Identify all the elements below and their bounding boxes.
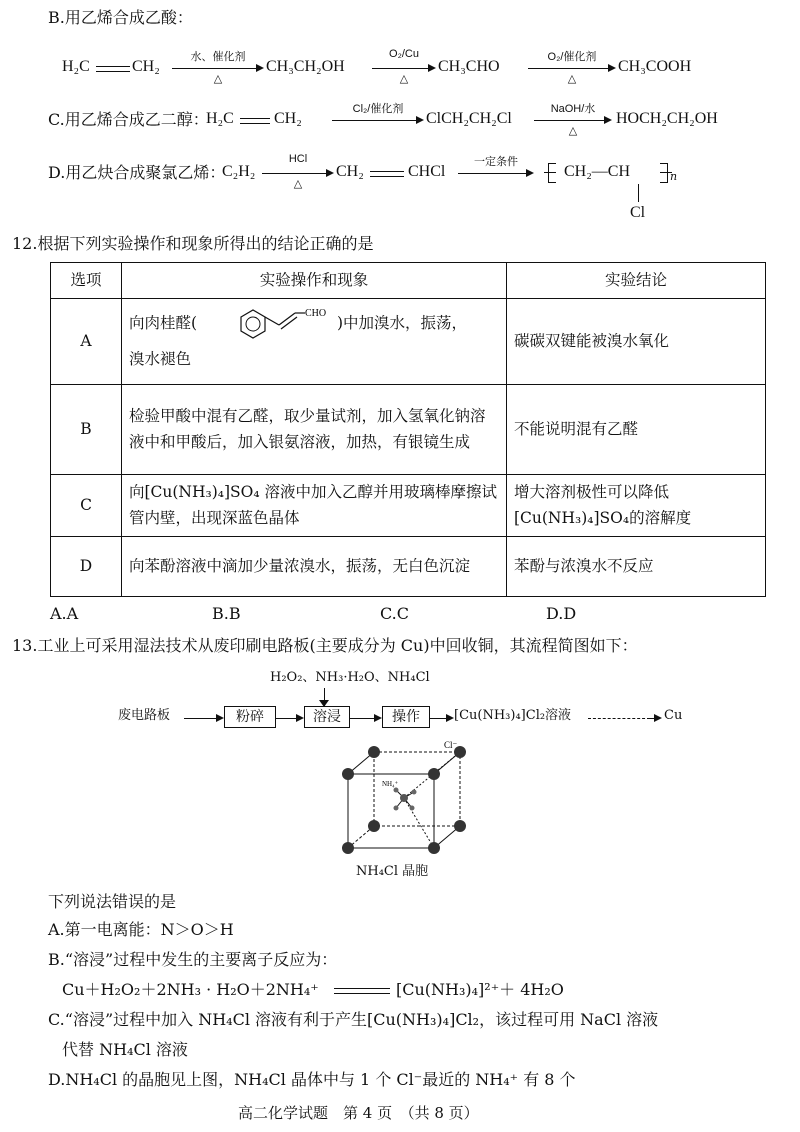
table-row <box>51 475 766 537</box>
row-b-option: B <box>51 385 122 475</box>
q12-choice-c: C.C <box>380 604 409 623</box>
cl-ion <box>342 768 354 780</box>
double-bond <box>240 118 270 124</box>
flow-box-crush: 粉碎 <box>224 706 276 728</box>
flow-arrow-3 <box>350 718 380 719</box>
q12-choice-b: B.B <box>212 604 241 623</box>
row-a-op-part2: )中加溴水，振荡， <box>337 313 468 332</box>
row-a-conclusion: 碳碳双键能被溴水氧化 <box>507 299 766 385</box>
q13-option-a: A.第一电离能：N＞O＞H <box>48 920 234 939</box>
polymer-cl: Cl <box>630 204 646 221</box>
header-operation: 实验操作和现象 <box>122 263 507 299</box>
header-conclusion: 实验结论 <box>507 263 766 299</box>
option-d-label: D.用乙炔合成聚氯乙烯： <box>48 163 226 182</box>
cl-ion <box>428 842 440 854</box>
q13-option-c-line1: C.“溶浸”过程中加入 NH₄Cl 溶液有利于产生[Cu(NH₃)₄]Cl₂，该过程可用 NaCl 溶液 <box>48 1010 659 1029</box>
row-c-operation: 向[Cu(NH₃)₄]SO₄ 溶液中加入乙醇并用玻璃棒摩擦试管内壁，出现深蓝色晶体 <box>122 475 507 537</box>
polymer-left-bracket <box>548 163 556 183</box>
arrow-c1-top: Cl₂/催化剂 <box>352 103 404 115</box>
cl-ion <box>454 820 466 832</box>
flow-arrow-5 <box>650 718 660 719</box>
cinnamaldehyde-structure <box>223 305 331 341</box>
flow-step-complex-solution: [Cu(NH₃)₄]Cl₂溶液 <box>454 708 572 723</box>
crystal-caption: NH₄Cl 晶胞 <box>356 864 429 879</box>
arrow-d2 <box>458 173 532 174</box>
q13-stem: 13.工业上可采用湿法技术从废印刷电路板(主要成分为 Cu)中回收铜，其流程简图如下： <box>12 636 638 655</box>
option-b-label: B.用乙烯合成乙酸： <box>48 8 193 27</box>
arrow-c2-top: NaOH/水 <box>550 103 596 115</box>
cl-ion <box>428 768 440 780</box>
table-header-row <box>51 263 766 299</box>
flow-box-operate: 操作 <box>382 706 430 728</box>
arrow-b3-top: O₂/催化剂 <box>547 51 597 63</box>
row-a-op-part1: 向肉桂醛( <box>129 313 198 332</box>
arrow-b3 <box>528 68 614 69</box>
q13-option-b-eq-right: [Cu(NH₃)₄]²⁺＋ 4H₂O <box>396 980 564 999</box>
row-c-option: C <box>51 475 122 537</box>
eq-b-ethene-ch2: CH₂ <box>132 58 160 75</box>
arrow-b1-bottom: △ <box>213 73 223 85</box>
polymer-bond-left <box>544 172 556 173</box>
flow-step-waste-board: 废电路板 <box>118 708 171 723</box>
flow-arrow-4 <box>430 718 452 719</box>
arrow-b1-top: 水、催化剂 <box>190 51 246 63</box>
q12-stem: 12.根据下列实验操作和现象所得出的结论正确的是 <box>12 234 374 253</box>
double-bond <box>370 171 404 177</box>
polymer-n: n <box>670 170 678 183</box>
arrow-b1 <box>172 68 262 69</box>
row-a-op-part3: 溴水褪色 <box>129 349 192 368</box>
eq-d-vinyl-ch2: CH₂ <box>336 163 364 180</box>
arrow-b2-top: O₂/Cu <box>389 48 419 60</box>
flow-reagents: H₂O₂、NH₃·H₂O、NH₄Cl <box>270 670 430 685</box>
flow-step-copper: Cu <box>664 708 683 723</box>
option-c-label: C.用乙烯合成乙二醇： <box>48 110 209 129</box>
nh4cl-unit-cell <box>334 738 474 862</box>
cl-ion-label: Cl⁻ <box>444 740 458 750</box>
arrow-c2-bottom: △ <box>568 125 578 137</box>
arrow-d2-top: 一定条件 <box>474 156 518 168</box>
table-row <box>51 299 766 385</box>
q13-option-d: D.NH₄Cl 的晶胞见上图，NH₄Cl 晶体中与 1 个 Cl⁻最近的 NH₄⁺ 有 8 个 <box>48 1070 576 1089</box>
arrow-b2 <box>372 68 434 69</box>
q12-table <box>50 262 766 597</box>
polymer-cl-bond <box>638 184 639 202</box>
arrow-d1-top: HCl <box>288 153 308 165</box>
flow-box-leach: 溶浸 <box>304 706 350 728</box>
flow-arrow-1 <box>184 718 222 719</box>
flow-dashed-line <box>588 718 650 719</box>
eq-c-ethene-ch2: CH₂ <box>274 110 302 127</box>
row-d-option: D <box>51 537 122 597</box>
row-d-operation: 向苯酚溶液中滴加少量浓溴水，振荡，无白色沉淀 <box>122 537 507 597</box>
q13-option-b-eq-left: Cu＋H₂O₂＋2NH₃ · H₂O＋2NH₄⁺ <box>62 980 319 999</box>
eq-b-ethanol: CH₃CH₂OH <box>266 58 345 75</box>
eq-d-acetylene: C₂H₂ <box>222 163 256 180</box>
row-c-conclusion: 增大溶剂极性可以降低[Cu(NH₃)₄]SO₄的溶解度 <box>507 475 766 537</box>
arrow-c1 <box>332 120 422 121</box>
row-d-conclusion: 苯酚与浓溴水不反应 <box>507 537 766 597</box>
q13-option-c-line2: 代替 NH₄Cl 溶液 <box>62 1040 188 1059</box>
q13-option-b-line1: B.“溶浸”过程中发生的主要离子反应为： <box>48 950 338 969</box>
arrow-d1 <box>262 173 332 174</box>
arrow-d1-bottom: △ <box>293 178 303 190</box>
flow-arrow-2 <box>276 718 302 719</box>
eq-d-vinyl-chcl: CHCl <box>408 163 446 180</box>
double-bond <box>96 66 130 72</box>
q12-choice-d: D.D <box>546 604 577 623</box>
q13-ask: 下列说法错误的是 <box>48 892 177 911</box>
row-b-operation: 检验甲酸中混有乙醛，取少量试剂，加入氢氧化钠溶液中和甲酸后，加入银氨溶液，加热，有银镜生成 <box>122 385 507 475</box>
nh4-center <box>400 794 408 802</box>
q12-choice-a: A.A <box>50 604 79 623</box>
eq-c-ethylene-glycol: HOCH₂CH₂OH <box>616 110 718 127</box>
row-a-operation <box>122 299 507 385</box>
cl-ion <box>368 820 380 832</box>
cl-ion <box>342 842 354 854</box>
table-row <box>51 537 766 597</box>
arrow-c2 <box>534 120 610 121</box>
nh4-ion-label: NH₄⁺ <box>382 780 399 788</box>
cl-ion <box>368 746 380 758</box>
cho-label: CHO <box>305 307 327 319</box>
eq-c-dichloroethane: ClCH₂CH₂Cl <box>426 110 512 127</box>
table-row <box>51 385 766 475</box>
eq-b-ethanal: CH₃CHO <box>438 58 500 75</box>
eq-b-acetic-acid: CH₃COOH <box>618 58 692 75</box>
row-a-option: A <box>51 299 122 385</box>
arrow-b2-bottom: △ <box>399 73 409 85</box>
polymer-right-bracket <box>660 163 668 183</box>
eq-c-ethene-h2c: H₂C <box>206 110 234 127</box>
page-footer: 高二化学试题 第 4 页 （共 8 页） <box>238 1104 479 1122</box>
polymer-unit: CH₂—CH <box>564 163 631 180</box>
eq-equal-sign <box>334 988 390 994</box>
eq-b-ethene-h2c: H₂C <box>62 58 90 75</box>
arrow-b3-bottom: △ <box>567 73 577 85</box>
header-option: 选项 <box>51 263 122 299</box>
row-b-conclusion: 不能说明混有乙醛 <box>507 385 766 475</box>
